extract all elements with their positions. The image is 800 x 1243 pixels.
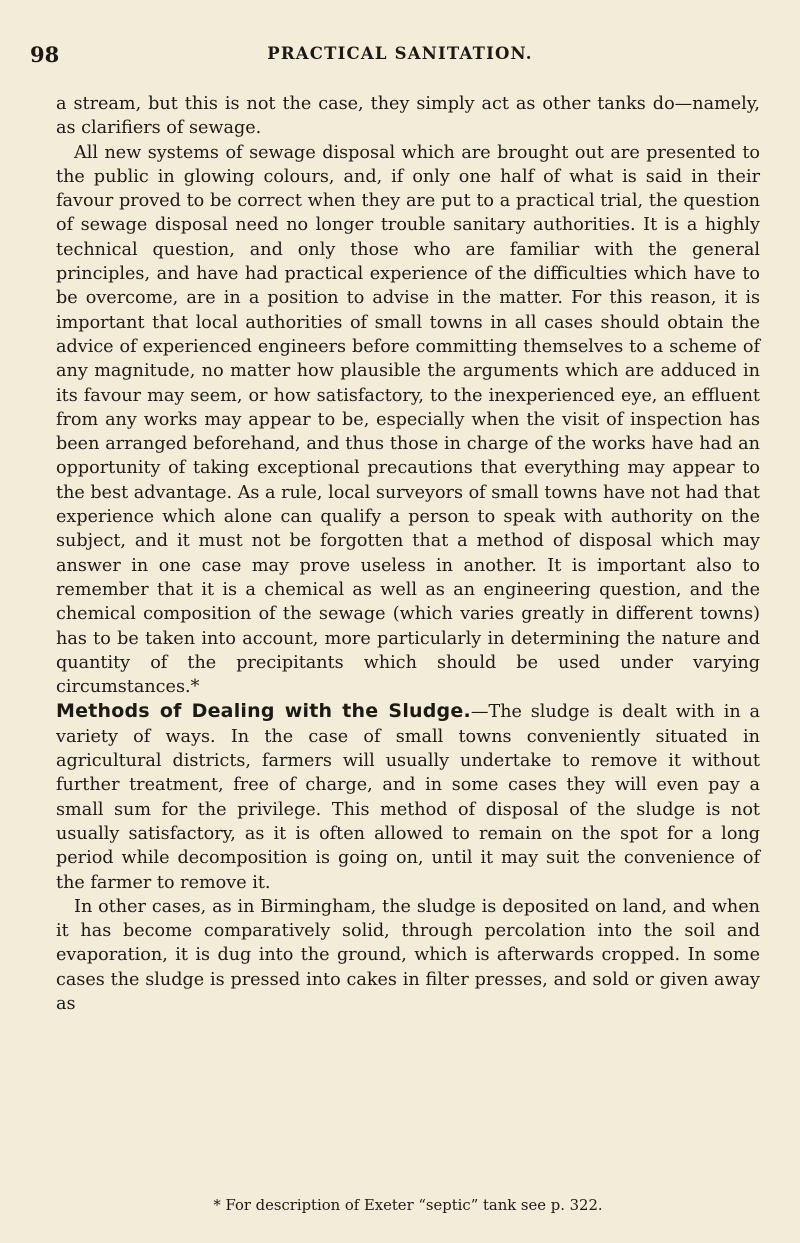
- paragraph-continuation: a stream, but this is not the case, they simply act as other tanks do—namely, as clarifiers of sewage.: [56, 94, 760, 139]
- footnote-block: [56, 1196, 760, 1216]
- body-text: [56, 92, 760, 1016]
- section-heading: Methods of Dealing with the Sludge.: [56, 700, 471, 723]
- paragraph-sewage-systems: All new systems of sewage disposal which are brought out are presented to the public in glowing colours, and, if only one half of what is said in their favour proved to be correct when they are put to a practical trial, the question of sewage disposal need no longer trouble sanitary authorities. It is a highly technical question, and only those who are familiar with the general principles, and have had practical experience of the difficulties which have to be overcome, are in a position to advise in the matter. For this reason, it is important that local authorities of small towns in all cases should obtain the advice of experienced engineers before committing themselves to a scheme of any magnitude, no matter how plausible the arguments which are adduced in its favour may seem, or how satisfactory, to the inexperienced eye, an effluent from any works may appear to be, especially when the visit of inspection has been arranged beforehand, and thus those in charge of the works have had an opportunity of taking exceptional precautions that everything may appear to the best advantage. As a rule, local surveyors of small towns have not had that experience which alone can qualify a person to speak with authority on the subject, and it must not be forgotten that a method of disposal which may answer in one case may prove useless in another. It is important also to remember that it is a chemical as well as an engineering question, and the chemical composition of the sewage (which varies greatly in different towns) has to be taken into account, more particularly in determining the nature and quantity of the precipitants which should be used under varying circumstances.*: [56, 142, 760, 698]
- footnote: * For description of Exeter “septic” tank see p. 322.: [213, 1197, 603, 1214]
- running-title: PRACTICAL SANITATION.: [267, 44, 533, 63]
- section-sludge: [56, 699, 760, 894]
- page-number: 98: [30, 42, 60, 67]
- section-text: —The sludge is dealt with in a variety of ways. In the case of small towns conveniently situated in agricultural districts, farmers will usually undertake to remove it without further treatment, free of charge, and in some cases they will even pay a small sum for the privilege. This method of disposal of the sludge is not usually satisfactory, as it is often allowed to remain on the spot for a long period while decomposition is going on, until it may suit the convenience of the farmer to remove it.: [56, 702, 760, 893]
- running-head: [30, 42, 770, 72]
- paragraph-birmingham: In other cases, as in Birmingham, the sludge is deposited on land, and when it has become comparatively solid, through percolation into the soil and evaporation, it is dug into the ground, which is afterwards cropped. In some cases the sludge is pressed into cakes in filter presses, and sold or given away as: [56, 896, 760, 1014]
